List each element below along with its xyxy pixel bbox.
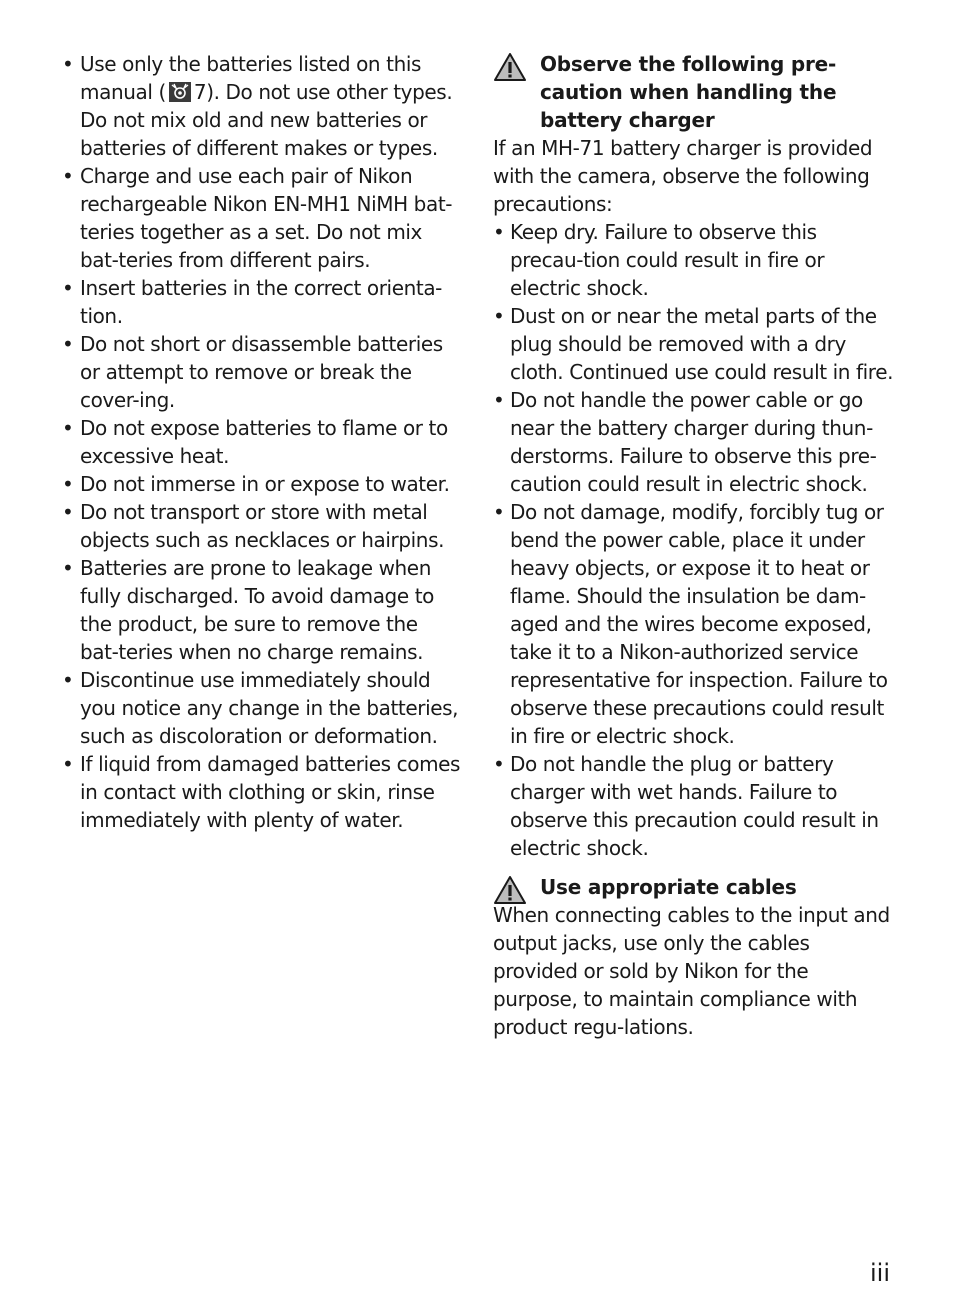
list-item (62, 162, 462, 274)
bullet: • (62, 668, 74, 692)
list-item-text: Do not damage, modify, forcibly tug or bend the power cable, place it under heavy objects, or expose it to heat or flame. Should the insulation be dam-aged and the wires become exposed, take it to a Nikon-authorized service representative for inspection. Failure to observe these precautions could result in fire or electric shock. (510, 500, 888, 748)
list-item (62, 666, 462, 750)
cables-section (493, 873, 895, 1041)
list-item-text: Do not immerse in or expose to water. (80, 472, 450, 496)
cables-heading-block (493, 873, 895, 901)
bullet: • (493, 220, 505, 244)
page-reference-icon (169, 82, 191, 102)
cables-heading: Use appropriate cables (540, 875, 797, 899)
charger-section (493, 50, 895, 862)
list-item (62, 274, 462, 330)
page-reference-number: 7 (193, 80, 207, 104)
list-item (493, 498, 895, 750)
list-item-text: Insert batteries in the correct orienta-tion. (80, 276, 442, 328)
bullet: • (62, 472, 74, 496)
list-item-text: Do not expose batteries to flame or to excessive heat. (80, 416, 448, 468)
list-item (493, 750, 895, 862)
list-item-text: Discontinue use immediately should you notice any change in the batteries, such as discoloration or deformation. (80, 668, 459, 748)
left-column (62, 50, 462, 834)
list-item-text: Keep dry. Failure to observe this precau-tion could result in fire or electric shock. (510, 220, 825, 300)
list-item (62, 414, 462, 470)
bullet: • (62, 500, 74, 524)
list-item (493, 218, 895, 302)
bullet: • (62, 164, 74, 188)
list-item (62, 50, 462, 162)
page-number: iii (869, 1259, 890, 1287)
list-item (493, 302, 895, 386)
list-item-text-start: Use only the batteries listed on this manual ( (80, 52, 422, 104)
list-item (62, 330, 462, 414)
list-item-text: Charge and use each pair of Nikon rechargeable Nikon EN-MH1 NiMH bat-teries together as a set. Do not mix bat-teries from different pairs. (80, 164, 453, 272)
list-item-text-end: ). Do not use other types. Do not mix old and new batteries or batteries of different makes or types. (80, 80, 453, 160)
bullet: • (62, 52, 74, 76)
list-item-text: Dust on or near the metal parts of the plug should be removed with a dry cloth. Continued use could result in fire. (510, 304, 894, 384)
bullet: • (62, 752, 74, 776)
warning-triangle-icon (493, 875, 527, 905)
charger-precautions-list (493, 218, 895, 862)
list-item-text: Batteries are prone to leakage when fully discharged. To avoid damage to the product, be sure to remove the bat-teries when no charge remains. (80, 556, 434, 664)
list-item (493, 386, 895, 498)
bullet: • (62, 416, 74, 440)
bullet: • (493, 304, 505, 328)
charger-heading: Observe the following pre-caution when handling the battery charger (540, 52, 837, 132)
list-item (62, 750, 462, 834)
list-item (62, 470, 462, 498)
right-column (493, 50, 895, 1041)
bullet: • (493, 752, 505, 776)
list-item-text: If liquid from damaged batteries comes in contact with clothing or skin, rinse immediately with plenty of water. (80, 752, 461, 832)
list-item-text: Do not short or disassemble batteries or attempt to remove or break the cover-ing. (80, 332, 443, 412)
warning-triangle-icon (493, 52, 527, 82)
bullet: • (62, 332, 74, 356)
bullet: • (493, 500, 505, 524)
battery-precautions-list (62, 50, 462, 834)
charger-intro: If an MH-71 battery charger is provided with the camera, observe the following precautions: (493, 136, 873, 216)
list-item-text: Do not transport or store with metal objects such as necklaces or hairpins. (80, 500, 445, 552)
list-item-text: Do not handle the power cable or go near the battery charger during thun-derstorms. Failure to observe this pre-caution could result in electric shock. (510, 388, 877, 496)
cables-text: When connecting cables to the input and output jacks, use only the cables provided or sold by Nikon for the purpose, to maintain compliance with product regu-lations. (493, 903, 890, 1039)
bullet: • (493, 388, 505, 412)
list-item (62, 498, 462, 554)
charger-heading-block (493, 50, 895, 134)
bullet: • (62, 276, 74, 300)
bullet: • (62, 556, 74, 580)
list-item (62, 554, 462, 666)
list-item-text: Do not handle the plug or battery charger with wet hands. Failure to observe this precaution could result in electric shock. (510, 752, 879, 860)
